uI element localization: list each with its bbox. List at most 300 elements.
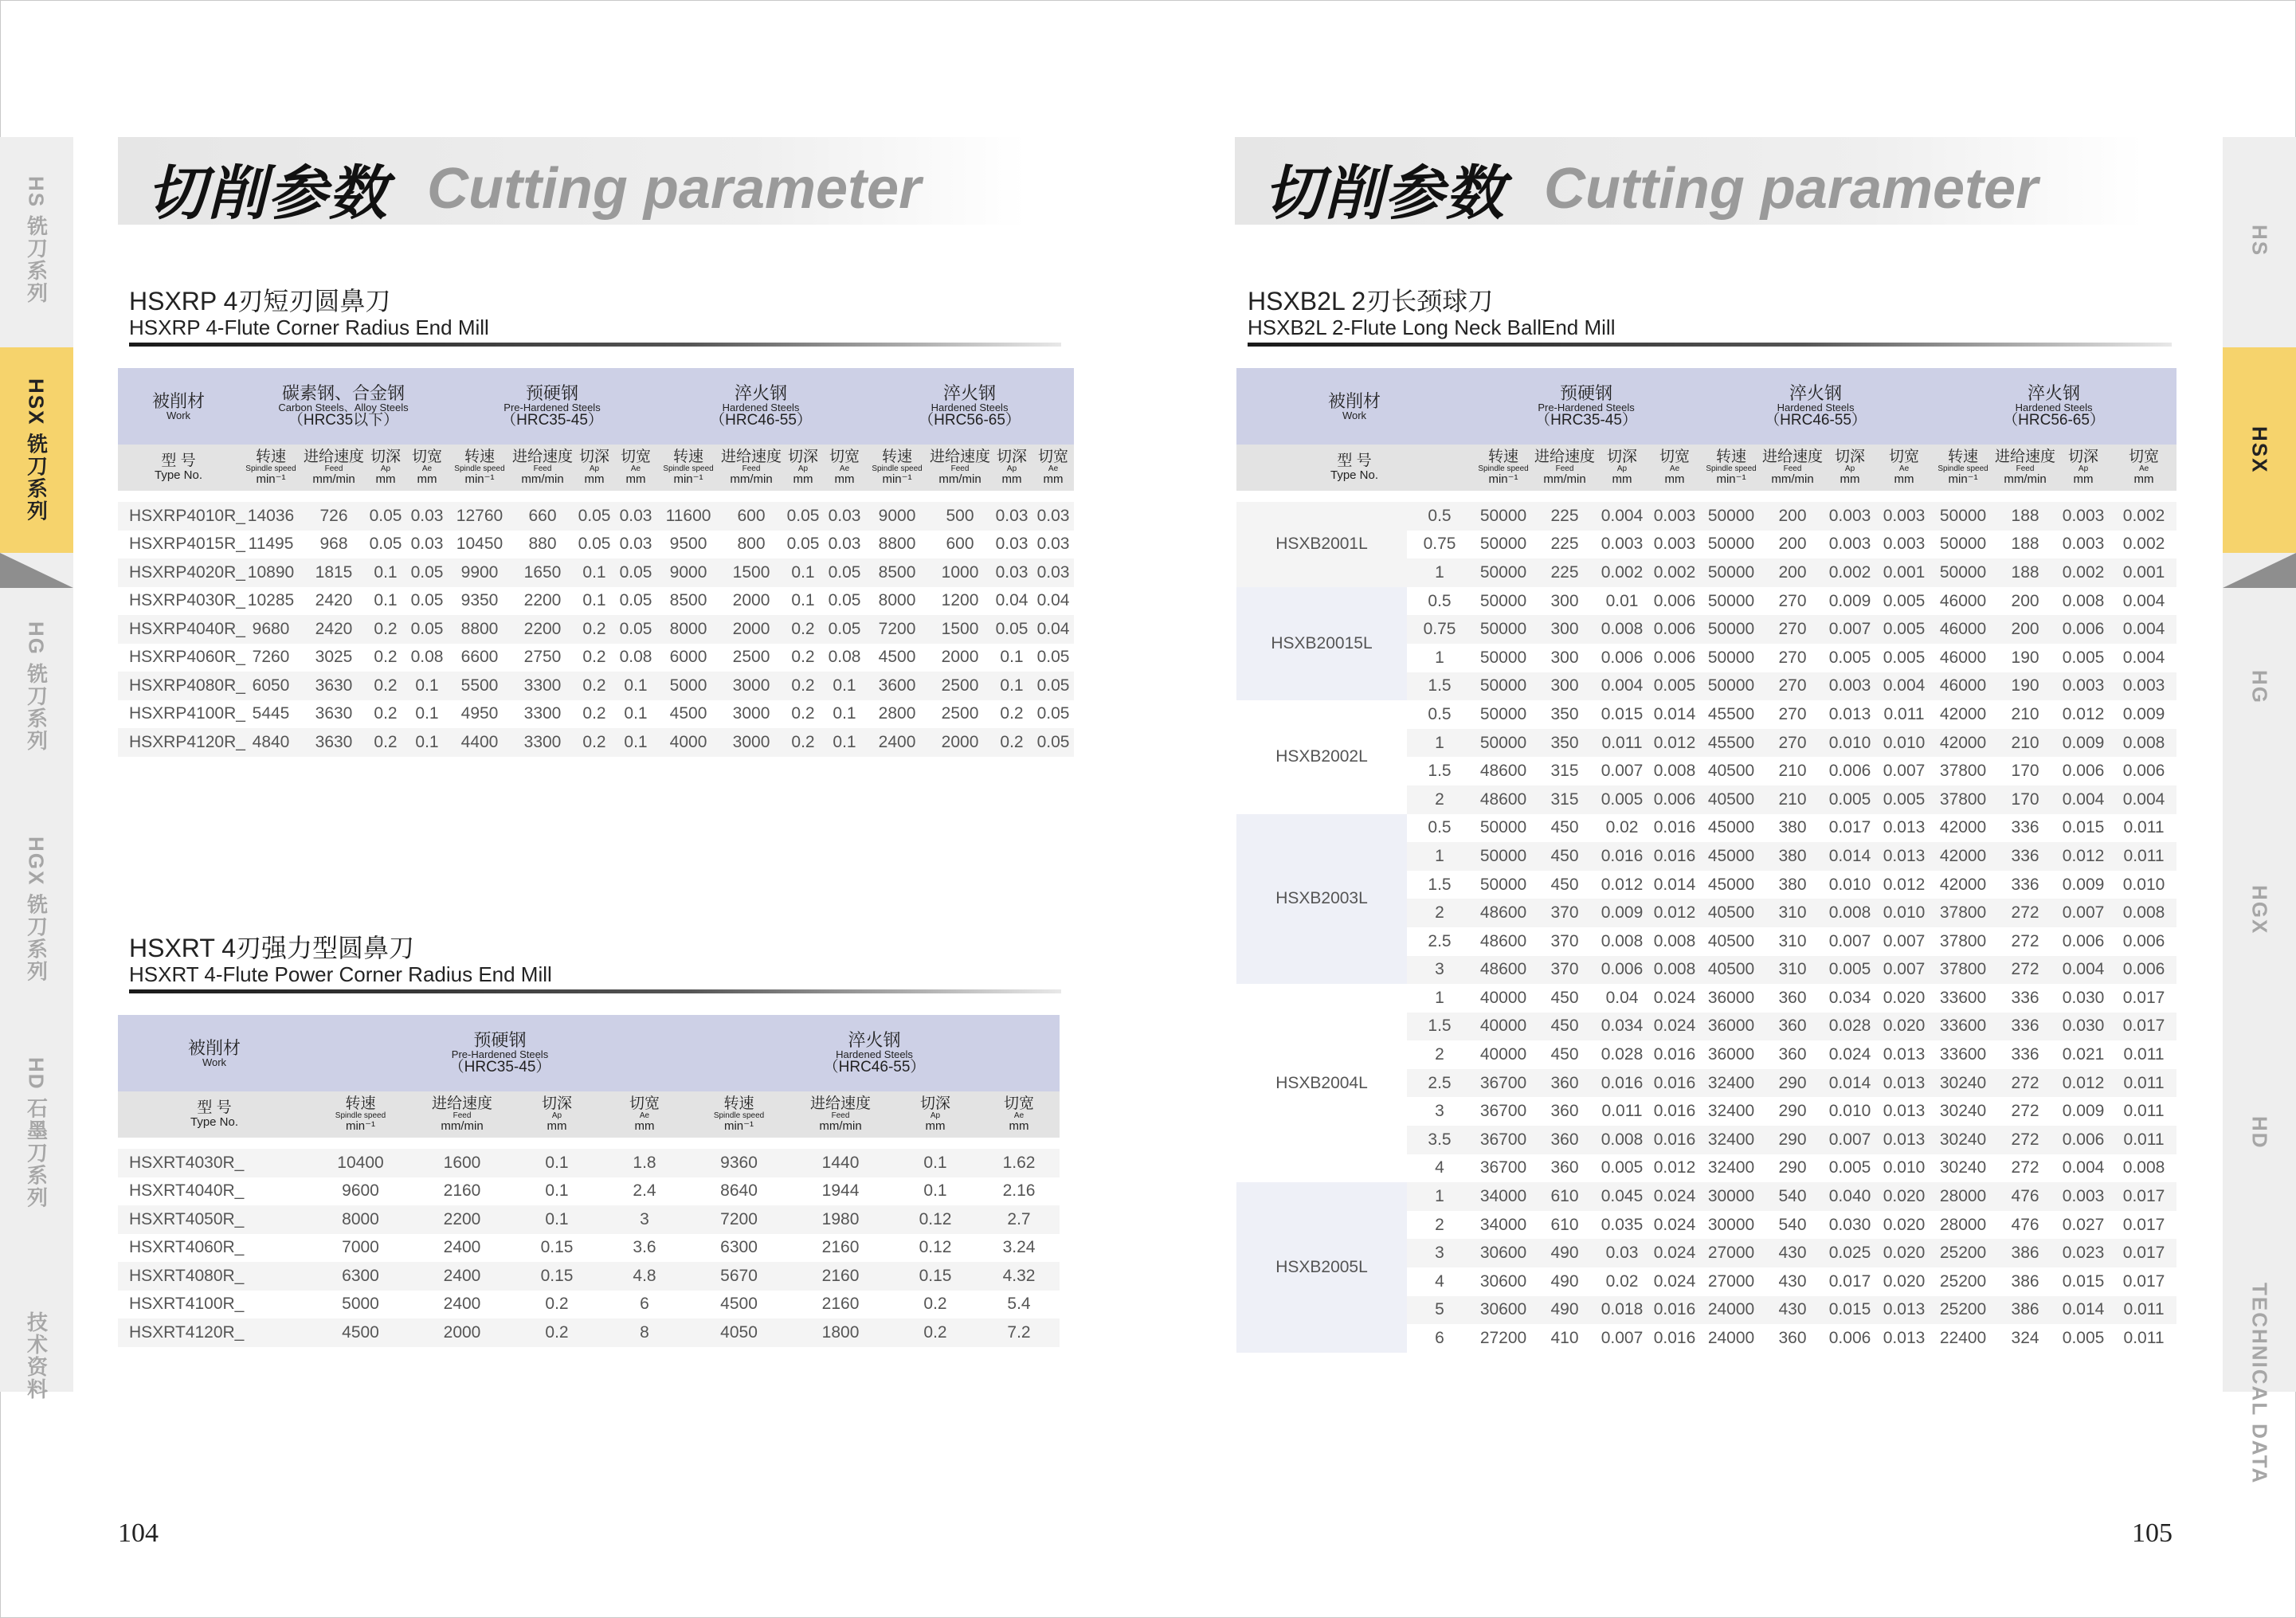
model-cell: HSXB2005L (1236, 1182, 1407, 1353)
width-of-cut-cell: 0.009 (2111, 700, 2176, 729)
tab-label: HS (2247, 224, 2272, 257)
width-of-cut-cell: 0.013 (1877, 842, 1931, 871)
spindle-speed-cell: 45500 (1700, 700, 1762, 729)
feed-cell: 210 (1995, 729, 2055, 758)
spindle-speed-cell: 50000 (1700, 587, 1762, 616)
tab-label: HSX 铣刀系列 (24, 378, 49, 523)
depth-of-cut-cell: 0.2 (514, 1318, 600, 1347)
diameter-cell: 3.5 (1407, 1126, 1472, 1154)
depth-of-cut-en: Ap (797, 464, 809, 473)
depth-of-cut-unit: mm (925, 1119, 946, 1134)
tab-label: HG 铣刀系列 (24, 621, 49, 753)
depth-of-cut-cell: 0.1 (514, 1177, 600, 1206)
spindle-speed-cell: 6600 (448, 644, 511, 672)
width-of-cut-cell: 0.08 (406, 644, 448, 672)
feed-zh: 进给速度 (1762, 448, 1824, 465)
width-of-cut-cell: 0.013 (1877, 1126, 1931, 1154)
feed-cell: 1440 (789, 1149, 892, 1177)
material-header (1931, 368, 2176, 445)
tab-hsx-active[interactable] (2223, 347, 2296, 553)
depth-of-cut-cell: 0.1 (574, 587, 615, 616)
feed-cell: 2000 (410, 1318, 514, 1347)
depth-of-cut-cell: 0.004 (2055, 1154, 2111, 1183)
model-cell: HSXRP4040R_ (118, 615, 239, 644)
depth-of-cut-unit: mm (584, 472, 605, 487)
spindle-speed-cell: 27000 (1700, 1239, 1762, 1267)
depth-of-cut-cell: 0.002 (1823, 558, 1877, 587)
width-of-cut-unit: mm (625, 472, 646, 487)
diameter-cell: 2 (1407, 1040, 1472, 1069)
spindle-speed-cell: 10890 (239, 558, 303, 587)
tab-hs[interactable] (0, 137, 73, 344)
feed-cell: 170 (1995, 785, 2055, 814)
feed-cell: 880 (511, 531, 574, 559)
spacer-cell (118, 491, 1074, 502)
width-of-cut-cell: 7.2 (978, 1318, 1060, 1347)
width-of-cut-cell: 0.003 (2111, 672, 2176, 701)
depth-of-cut-cell: 0.2 (574, 700, 615, 729)
depth-of-cut-cell: 0.008 (1595, 927, 1649, 956)
width-of-cut-cell: 0.011 (2111, 1126, 2176, 1154)
feed-zh: 进给速度 (511, 448, 573, 465)
width-of-cut-cell: 0.04 (1032, 615, 1074, 644)
depth-of-cut-unit: mm (1840, 472, 1860, 487)
spindle-speed-cell: 36000 (1700, 1040, 1762, 1069)
spindle-speed-cell: 37800 (1931, 927, 1995, 956)
tab-hgx[interactable] (0, 798, 73, 1021)
depth-of-cut-cell: 0.05 (365, 531, 406, 559)
hsxb2l-table (1236, 368, 2176, 1353)
spindle-speed-cell: 4500 (689, 1291, 789, 1319)
feed-cell: 540 (1762, 1182, 1823, 1211)
feed-cell: 2750 (511, 644, 574, 672)
feed-cell: 272 (1995, 1097, 2055, 1126)
feed-cell: 500 (929, 502, 991, 531)
width-of-cut-cell: 0.020 (1877, 1267, 1931, 1296)
table-row (118, 558, 1074, 587)
feed-header (929, 445, 991, 491)
depth-of-cut-cell: 0.005 (1595, 785, 1649, 814)
work-zh: 被削材 (187, 1037, 241, 1058)
title-rule (1248, 343, 2172, 347)
spindle-speed-cell: 4500 (311, 1318, 410, 1347)
spindle-speed-cell: 30000 (1700, 1211, 1762, 1240)
width-of-cut-cell: 0.011 (2111, 1296, 2176, 1325)
diameter-cell: 3 (1407, 1239, 1472, 1267)
width-of-cut-header (615, 445, 656, 491)
spindle-speed-cell: 50000 (1700, 615, 1762, 644)
diameter-cell: 1 (1407, 984, 1472, 1013)
hsxrt-table (118, 1015, 1060, 1347)
width-of-cut-cell: 0.004 (2111, 615, 2176, 644)
spindle-speed-cell: 50000 (1700, 644, 1762, 672)
width-of-cut-cell: 0.020 (1877, 1013, 1931, 1041)
feed-cell: 1200 (929, 587, 991, 616)
width-of-cut-cell: 0.016 (1649, 1069, 1700, 1098)
depth-of-cut-cell: 0.006 (1595, 956, 1649, 985)
feed-zh: 进给速度 (721, 448, 782, 465)
tab-technical[interactable] (0, 1252, 73, 1459)
width-of-cut-cell: 0.003 (1877, 531, 1931, 559)
feed-cell: 386 (1995, 1239, 2055, 1267)
feed-unit: mm/min (1543, 472, 1586, 487)
spindle-speed-cell: 4950 (448, 700, 511, 729)
feed-zh: 进给速度 (810, 1095, 872, 1112)
depth-of-cut-cell: 0.007 (1595, 757, 1649, 785)
width-of-cut-cell: 0.006 (2111, 956, 2176, 985)
feed-cell: 2500 (720, 644, 782, 672)
spindle-speed-unit: min⁻¹ (345, 1119, 376, 1134)
feed-cell: 600 (929, 531, 991, 559)
width-of-cut-cell: 0.05 (406, 587, 448, 616)
depth-of-cut-cell: 0.034 (1595, 1013, 1649, 1041)
width-of-cut-cell: 0.005 (1877, 587, 1931, 616)
spindle-speed-unit: min⁻¹ (256, 472, 286, 487)
feed-cell: 272 (1995, 1126, 2055, 1154)
depth-of-cut-cell: 0.027 (2055, 1211, 2111, 1240)
feed-en: Feed (1783, 464, 1802, 473)
width-of-cut-cell: 0.016 (1649, 1296, 1700, 1325)
spindle-speed-cell: 25200 (1931, 1267, 1995, 1296)
feed-cell: 336 (1995, 814, 2055, 843)
header-spacer (1236, 491, 2176, 502)
width-of-cut-cell: 1.8 (600, 1149, 689, 1177)
spindle-speed-zh: 转速 (1948, 448, 1979, 465)
type-header (118, 445, 239, 491)
width-of-cut-cell: 0.001 (1877, 558, 1931, 587)
width-of-cut-cell: 2.16 (978, 1177, 1060, 1206)
depth-of-cut-cell: 0.2 (365, 644, 406, 672)
tab-hs[interactable] (2223, 137, 2296, 344)
spindle-speed-header (239, 445, 303, 491)
depth-of-cut-unit: mm (793, 472, 813, 487)
spindle-speed-unit: min⁻¹ (1716, 472, 1746, 487)
width-of-cut-cell: 0.006 (2111, 927, 2176, 956)
work-en: Work (1342, 409, 1367, 421)
depth-of-cut-cell: 0.018 (1595, 1296, 1649, 1325)
spindle-speed-cell: 5445 (239, 700, 303, 729)
width-of-cut-cell: 0.05 (824, 558, 865, 587)
feed-cell: 336 (1995, 1013, 2055, 1041)
feed-cell: 3300 (511, 700, 574, 729)
diameter-cell: 6 (1407, 1324, 1472, 1353)
depth-of-cut-cell: 0.007 (1823, 615, 1877, 644)
model-cell: HSXRP4010R_ (118, 502, 239, 531)
table-row (118, 615, 1074, 644)
depth-of-cut-cell: 0.1 (514, 1205, 600, 1234)
feed-cell: 410 (1534, 1324, 1595, 1353)
spindle-speed-cell: 22400 (1931, 1324, 1995, 1353)
feed-cell: 3630 (303, 672, 365, 700)
feed-cell: 2200 (410, 1205, 514, 1234)
model-cell: HSXRT4080R_ (118, 1262, 311, 1291)
depth-of-cut-header (365, 445, 406, 491)
tab-label: HD 石墨刀系列 (24, 1056, 49, 1209)
feed-cell: 190 (1995, 644, 2055, 672)
width-of-cut-cell: 0.014 (1649, 700, 1700, 729)
spindle-speed-unit: min⁻¹ (1948, 472, 1978, 487)
width-of-cut-cell: 0.001 (2111, 558, 2176, 587)
width-of-cut-cell: 0.024 (1649, 1239, 1700, 1267)
spindle-speed-cell: 36000 (1700, 984, 1762, 1013)
material-zh: 碳素钢、合金钢 (281, 382, 405, 403)
spindle-speed-cell: 50000 (1472, 558, 1534, 587)
width-of-cut-cell: 0.013 (1877, 1296, 1931, 1325)
model-cell: HSXRT4030R_ (118, 1149, 311, 1177)
depth-of-cut-cell: 0.02 (1595, 1267, 1649, 1296)
width-of-cut-cell: 2.7 (978, 1205, 1060, 1234)
feed-cell: 270 (1762, 700, 1823, 729)
width-of-cut-cell: 0.005 (1877, 615, 1931, 644)
material-header (1700, 368, 1931, 445)
spindle-speed-cell: 33600 (1931, 984, 1995, 1013)
header-material-row (118, 368, 1074, 445)
feed-cell: 300 (1534, 672, 1595, 701)
width-of-cut-en: Ae (2138, 464, 2149, 473)
spindle-speed-cell: 11495 (239, 531, 303, 559)
feed-cell: 2200 (511, 615, 574, 644)
spindle-speed-en: Spindle speed (872, 464, 923, 473)
title-en: HSXRT 4-Flute Power Corner Radius End Mill (129, 962, 552, 986)
width-of-cut-cell: 0.03 (824, 502, 865, 531)
width-of-cut-cell: 0.011 (2111, 814, 2176, 843)
spindle-speed-cell: 45000 (1700, 842, 1762, 871)
spindle-speed-cell: 7200 (865, 615, 929, 644)
feed-en: Feed (831, 1111, 850, 1120)
feed-cell: 272 (1995, 1069, 2055, 1098)
width-of-cut-cell: 0.05 (1032, 672, 1074, 700)
depth-of-cut-cell: 0.040 (1823, 1182, 1877, 1211)
width-of-cut-unit: mm (1664, 472, 1685, 487)
depth-of-cut-cell: 0.2 (782, 644, 824, 672)
spindle-speed-cell: 30600 (1472, 1267, 1534, 1296)
spindle-speed-cell: 36700 (1472, 1126, 1534, 1154)
feed-cell: 2000 (720, 615, 782, 644)
feed-cell: 2500 (929, 672, 991, 700)
tab-hgx[interactable] (2223, 798, 2296, 1021)
spindle-speed-cell: 36700 (1472, 1097, 1534, 1126)
work-zh: 被削材 (151, 390, 205, 411)
tab-hd[interactable] (0, 1021, 73, 1244)
feed-cell: 3630 (303, 728, 365, 757)
width-of-cut-cell: 0.003 (1877, 502, 1931, 531)
depth-of-cut-cell: 0.007 (1823, 927, 1877, 956)
width-of-cut-cell: 0.05 (406, 615, 448, 644)
depth-of-cut-cell: 0.15 (514, 1234, 600, 1263)
spindle-speed-cell: 14036 (239, 502, 303, 531)
model-cell: HSXRT4060R_ (118, 1234, 311, 1263)
feed-cell: 170 (1995, 757, 2055, 785)
depth-of-cut-cell: 0.012 (2055, 700, 2111, 729)
spindle-speed-cell: 9500 (656, 531, 720, 559)
table-row (118, 531, 1074, 559)
feed-cell: 360 (1534, 1154, 1595, 1183)
feed-cell: 386 (1995, 1267, 2055, 1296)
depth-of-cut-cell: 0.035 (1595, 1211, 1649, 1240)
feed-cell: 200 (1762, 531, 1823, 559)
feed-cell: 2000 (720, 587, 782, 616)
width-of-cut-cell: 0.016 (1649, 1040, 1700, 1069)
model-cell: HSXRP4015R_ (118, 531, 239, 559)
depth-of-cut-cell: 0.006 (2055, 757, 2111, 785)
width-of-cut-cell: 0.016 (1649, 1097, 1700, 1126)
tab-hd[interactable] (2223, 1021, 2296, 1244)
depth-of-cut-header (892, 1091, 978, 1138)
depth-of-cut-cell: 0.006 (2055, 1126, 2111, 1154)
depth-of-cut-en: Ap (380, 464, 391, 473)
table-row (118, 502, 1074, 531)
width-of-cut-cell: 0.05 (1032, 728, 1074, 757)
feed-cell: 188 (1995, 558, 2055, 587)
depth-of-cut-cell: 0.01 (1595, 587, 1649, 616)
spindle-speed-cell: 50000 (1931, 502, 1995, 531)
width-of-cut-cell: 0.05 (406, 558, 448, 587)
spindle-speed-cell: 30600 (1472, 1239, 1534, 1267)
model-cell: HSXRT4050R_ (118, 1205, 311, 1234)
feed-cell: 610 (1534, 1211, 1595, 1240)
depth-of-cut-unit: mm (375, 472, 396, 487)
feed-cell: 315 (1534, 757, 1595, 785)
depth-of-cut-cell: 0.1 (991, 644, 1032, 672)
spindle-speed-zh: 转速 (255, 448, 286, 465)
diameter-cell: 0.75 (1407, 531, 1472, 559)
material-header (239, 368, 448, 445)
tab-label: 技术资料 (24, 1311, 49, 1401)
spindle-speed-header (656, 445, 720, 491)
spindle-speed-cell: 40000 (1472, 1040, 1534, 1069)
spindle-speed-unit: min⁻¹ (723, 1119, 754, 1134)
table-row (1236, 700, 2176, 729)
tab-hg[interactable] (0, 583, 73, 790)
feed-en: Feed (742, 464, 761, 473)
feed-cell: 1815 (303, 558, 365, 587)
spindle-speed-cell: 4000 (656, 728, 720, 757)
spindle-speed-cell: 25200 (1931, 1296, 1995, 1325)
feed-cell: 2160 (789, 1291, 892, 1319)
feed-cell: 968 (303, 531, 365, 559)
spindle-speed-cell: 36700 (1472, 1069, 1534, 1098)
width-of-cut-cell: 0.013 (1877, 814, 1931, 843)
feed-cell: 3300 (511, 672, 574, 700)
model-cell: HSXB2004L (1236, 984, 1407, 1182)
width-of-cut-zh: 切宽 (621, 448, 652, 465)
depth-of-cut-cell: 0.1 (782, 587, 824, 616)
width-of-cut-cell: 0.05 (824, 615, 865, 644)
feed-cell: 1800 (789, 1318, 892, 1347)
spindle-speed-cell: 50000 (1472, 531, 1534, 559)
spindle-speed-unit: min⁻¹ (464, 472, 495, 487)
depth-of-cut-cell: 0.2 (782, 672, 824, 700)
depth-of-cut-cell: 0.005 (2055, 1324, 2111, 1353)
depth-of-cut-unit: mm (2073, 472, 2094, 487)
feed-cell: 2500 (929, 700, 991, 729)
spindle-speed-cell: 28000 (1931, 1211, 1995, 1240)
width-of-cut-en: Ae (1013, 1111, 1025, 1120)
width-of-cut-cell: 0.1 (615, 672, 656, 700)
model-cell: HSXRT4100R_ (118, 1291, 311, 1319)
depth-of-cut-cell: 0.017 (1823, 814, 1877, 843)
table-row (1236, 587, 2176, 616)
depth-of-cut-cell: 0.005 (2055, 644, 2111, 672)
width-of-cut-cell: 3.24 (978, 1234, 1060, 1263)
depth-of-cut-cell: 0.015 (2055, 814, 2111, 843)
width-of-cut-cell: 0.008 (1649, 927, 1700, 956)
width-of-cut-cell: 0.003 (1649, 531, 1700, 559)
depth-of-cut-cell: 0.05 (991, 615, 1032, 644)
depth-of-cut-cell: 0.02 (1595, 814, 1649, 843)
spindle-speed-cell: 8000 (865, 587, 929, 616)
depth-of-cut-cell: 0.003 (1823, 502, 1877, 531)
work-header (1236, 368, 1472, 445)
table-row (1236, 1182, 2176, 1211)
width-of-cut-zh: 切宽 (629, 1095, 660, 1112)
spindle-speed-cell: 24000 (1700, 1324, 1762, 1353)
title-en: HSXRP 4-Flute Corner Radius End Mill (129, 315, 489, 339)
feed-en: Feed (950, 464, 970, 473)
feed-header (789, 1091, 892, 1138)
diameter-cell: 4 (1407, 1267, 1472, 1296)
depth-of-cut-cell: 0.010 (1823, 1097, 1877, 1126)
spindle-speed-cell: 8800 (448, 615, 511, 644)
depth-of-cut-cell: 0.2 (365, 615, 406, 644)
width-of-cut-cell: 0.1 (406, 728, 448, 757)
tab-hsx-active[interactable] (0, 347, 73, 553)
spindle-speed-cell: 12760 (448, 502, 511, 531)
spindle-speed-cell: 48600 (1472, 956, 1534, 985)
depth-of-cut-zh: 切深 (541, 1095, 572, 1112)
page-number-left: 104 (118, 1518, 159, 1548)
width-of-cut-cell: 0.016 (1649, 1324, 1700, 1353)
spindle-speed-cell: 8500 (656, 587, 720, 616)
feed-header (303, 445, 365, 491)
width-of-cut-en: Ae (1669, 464, 1680, 473)
width-of-cut-cell: 0.008 (1649, 956, 1700, 985)
feed-cell: 360 (1534, 1097, 1595, 1126)
depth-of-cut-en: Ap (1006, 464, 1017, 473)
hsxb2l-title (1248, 287, 2172, 347)
spindle-speed-cell: 5670 (689, 1262, 789, 1291)
width-of-cut-cell: 0.006 (2111, 757, 2176, 785)
type-zh: 型 号 (161, 452, 196, 470)
feed-header (1995, 445, 2055, 491)
diameter-cell: 0.5 (1407, 587, 1472, 616)
spindle-speed-cell: 8500 (865, 558, 929, 587)
tab-technical-data[interactable] (2223, 1252, 2296, 1515)
material-en: Hardened Steels (722, 401, 800, 413)
width-of-cut-cell: 2.4 (600, 1177, 689, 1206)
width-of-cut-cell: 0.017 (2111, 1013, 2176, 1041)
depth-of-cut-cell: 0.007 (1595, 1324, 1649, 1353)
depth-of-cut-zh: 切深 (920, 1095, 951, 1112)
depth-of-cut-cell: 0.1 (365, 558, 406, 587)
diameter-cell: 2.5 (1407, 1069, 1472, 1098)
width-of-cut-cell: 0.012 (1649, 899, 1700, 927)
spindle-speed-cell: 50000 (1700, 672, 1762, 701)
feed-header (1762, 445, 1823, 491)
feed-cell: 360 (1762, 1013, 1823, 1041)
feed-cell: 188 (1995, 502, 2055, 531)
feed-cell: 272 (1995, 899, 2055, 927)
width-of-cut-cell: 0.011 (2111, 1069, 2176, 1098)
spindle-speed-header (1931, 445, 1995, 491)
depth-of-cut-cell: 0.04 (1595, 984, 1649, 1013)
table-row (118, 1149, 1060, 1177)
width-of-cut-cell: 3.6 (600, 1234, 689, 1263)
depth-of-cut-cell: 0.016 (1595, 842, 1649, 871)
feed-cell: 386 (1995, 1296, 2055, 1325)
spindle-speed-cell: 9360 (689, 1149, 789, 1177)
tab-hg[interactable] (2223, 583, 2296, 790)
